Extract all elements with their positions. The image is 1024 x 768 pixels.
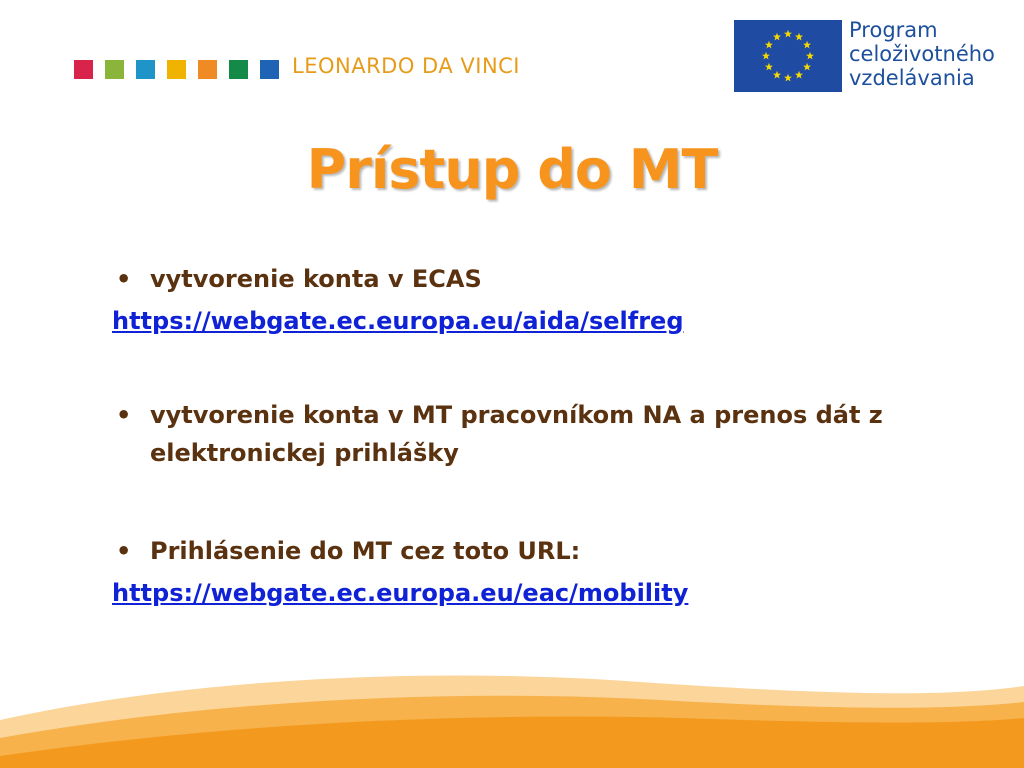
square-yellow <box>167 60 186 79</box>
eu-program-text <box>849 18 995 90</box>
bullet-dot: • <box>116 265 132 293</box>
orange-swoosh-decoration <box>0 658 1024 768</box>
square-blue <box>136 60 155 79</box>
bullet-item-2 <box>112 396 992 472</box>
bullet-dot: • <box>116 537 132 565</box>
square-dark-blue <box>260 60 279 79</box>
slide-title: Prístup do MT <box>306 138 718 201</box>
square-green <box>105 60 124 79</box>
bullet-text-line-2: elektronickej prihlášky <box>150 439 459 467</box>
program-color-squares <box>74 60 279 79</box>
eu-logo <box>734 20 1004 96</box>
bullet-dot: • <box>116 401 132 429</box>
bullet-item-3 <box>112 532 992 570</box>
square-dark-green <box>229 60 248 79</box>
bullet-text: vytvorenie konta v ECAS <box>150 265 482 293</box>
slide-content <box>112 260 992 612</box>
mobility-tool-link[interactable]: https://webgate.ec.europa.eu/eac/mobility <box>112 579 689 607</box>
bullet-item-1 <box>112 260 992 298</box>
ecas-link[interactable]: https://webgate.ec.europa.eu/aida/selfreg <box>112 307 684 335</box>
eu-text-line-2: celoživotného <box>849 42 995 66</box>
program-name: LEONARDO DA VINCI <box>292 54 521 78</box>
spacer <box>112 472 992 532</box>
bullet-text: Prihlásenie do MT cez toto URL: <box>150 537 581 565</box>
square-orange <box>198 60 217 79</box>
spacer <box>112 340 992 396</box>
bullet-text-line-1: vytvorenie konta v MT pracovníkom NA a prenos dát z <box>150 401 883 429</box>
eu-text-line-1: Program <box>849 18 938 42</box>
square-red <box>74 60 93 79</box>
eu-text-line-3: vzdelávania <box>849 66 975 90</box>
eu-flag-icon <box>734 20 842 92</box>
